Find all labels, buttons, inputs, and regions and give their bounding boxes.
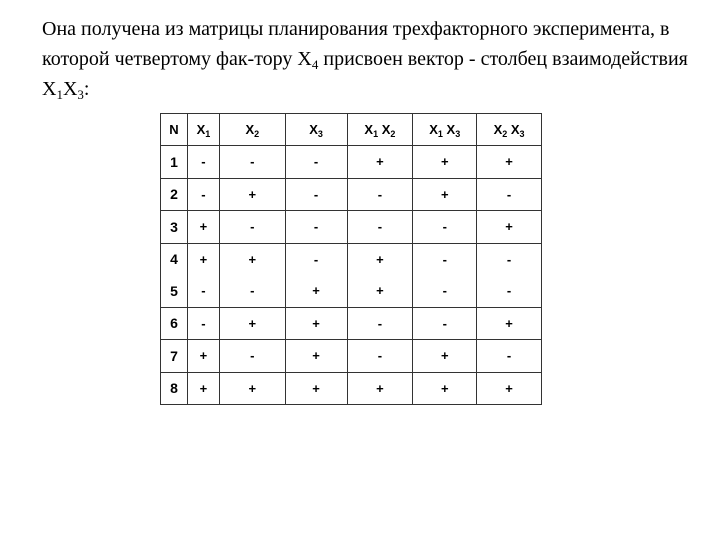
row-number-cell: 6 [161,307,188,340]
sign-cell: - [413,307,477,340]
sign-cell: + [347,146,413,179]
sign-cell: - [219,340,285,373]
heading-text-3: X [62,78,78,100]
sign-cell: - [219,146,285,179]
sign-cell: - [347,307,413,340]
header-x3: $X_3$ [285,114,347,146]
sign-cell: + [219,243,285,275]
sign-cell: - [187,307,219,340]
table-row [161,178,542,211]
table-row [161,211,542,244]
heading-subscript-3: 3 [77,87,84,102]
sign-cell: + [477,372,542,405]
sign-cell: - [413,211,477,244]
table-row [161,146,542,179]
planning-matrix-table [160,113,542,405]
heading-text-2: присвоен вектор - столбец взаимодействия X [42,48,688,100]
sign-cell: + [477,211,542,244]
sign-cell: + [285,275,347,307]
header-x2x3: $X_2$ $X_3$ [477,114,542,146]
sign-cell: + [347,372,413,405]
sign-cell: + [219,307,285,340]
sign-cell: - [477,243,542,275]
sign-cell: - [187,146,219,179]
sign-cell: + [413,372,477,405]
row-number-cell: 3 [161,211,188,244]
sign-cell: - [413,243,477,275]
heading-text-1: Она получена из матрицы планирования трехфакторного эксперимента, в которой четвертому фак-тору X [42,18,670,70]
row-number-cell: 7 [161,340,188,373]
sign-cell: + [187,372,219,405]
header-x1x2: $X_1$ $X_2$ [347,114,413,146]
table-row [161,372,542,405]
table-row [161,275,542,307]
sign-cell: - [347,340,413,373]
heading-text-4: : [83,78,90,100]
sign-cell: + [219,178,285,211]
row-number-cell: 1 [161,146,188,179]
sign-cell: - [347,211,413,244]
row-number-cell: 4 [161,243,188,275]
sign-cell: + [187,340,219,373]
sign-cell: - [477,275,542,307]
sign-cell: + [285,340,347,373]
sign-cell: - [477,340,542,373]
sign-cell: - [285,146,347,179]
header-x1x3: $X_1$ $X_3$ [413,114,477,146]
sign-cell: - [219,275,285,307]
sign-cell: + [413,146,477,179]
heading-subscript-4: 4 [311,57,319,72]
sign-cell: + [347,275,413,307]
sign-cell: - [187,275,219,307]
row-number-cell: 2 [161,178,188,211]
sign-cell: + [187,243,219,275]
sign-cell: + [187,211,219,244]
row-number-cell: 8 [161,372,188,405]
sign-cell: + [477,146,542,179]
slide-heading [42,14,702,104]
table-header-row [161,114,542,146]
sign-cell: + [285,307,347,340]
header-x2: $X_2$ [219,114,285,146]
heading-subscript-1: 1 [56,87,63,102]
sign-cell: - [187,178,219,211]
sign-cell: + [347,243,413,275]
sign-cell: - [347,178,413,211]
header-n: N [161,114,188,146]
sign-cell: + [285,372,347,405]
sign-cell: - [219,211,285,244]
table-row [161,340,542,373]
row-number-cell: 5 [161,275,188,307]
sign-cell: + [477,307,542,340]
sign-cell: + [413,178,477,211]
sign-cell: + [219,372,285,405]
table-row [161,243,542,275]
header-x1: $X_1$ [187,114,219,146]
sign-cell: - [285,243,347,275]
sign-cell: - [285,211,347,244]
sign-cell: - [413,275,477,307]
sign-cell: + [413,340,477,373]
sign-cell: - [477,178,542,211]
table-row [161,307,542,340]
sign-cell: - [285,178,347,211]
